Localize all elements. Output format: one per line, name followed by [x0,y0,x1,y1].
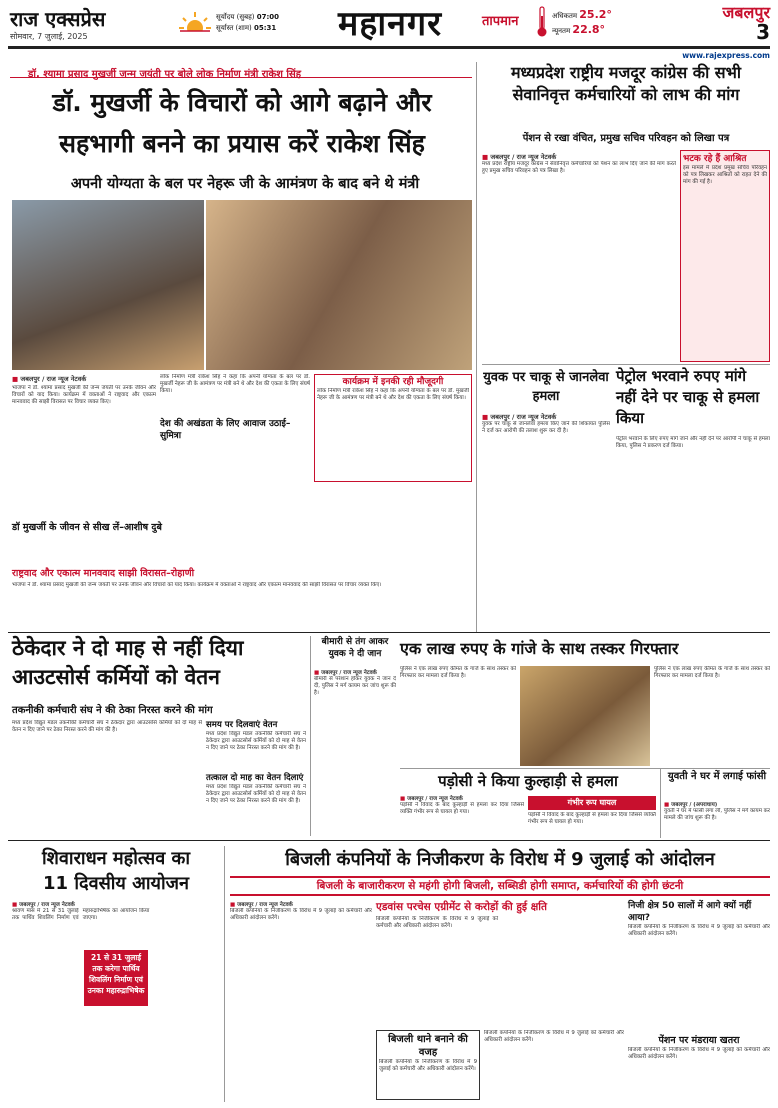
strike-body [230,900,372,1100]
section-title: महानगर [337,4,443,44]
lead-headline [12,82,472,166]
pension-threat-body: बिजली कंपनियों के निजीकरण के विरोध में 9 जुलाई को कर्मचारी और अधिकारी आंदोलन करेंगे। [628,1047,770,1061]
lead-headline-line2: सहभागी बनने का प्रयास करें राकेश सिंह [59,129,425,158]
strike-body-text: बिजली कंपनियों के निजीकरण के विरोध में 9 जुलाई को कर्मचारी और अधिकारी आंदोलन करेंगे। [230,908,372,922]
pension-headline: मध्यप्रदेश राष्ट्रीय मजदूर कांग्रेस की सभी सेवानिवृत्त कर्मचारियों को लाभ की मांग [510,63,742,104]
pension-subhead: पेंशन से रखा वंचित, प्रमुख सचिव परिवहन को लिखा पत्र [522,133,730,144]
contractor-side-2-body: मध्य प्रदेश विद्युत मंडल तकनीकी कर्मचारी संघ ने ठेकेदार द्वारा आउटसोर्स कर्मियों को दो माह से वेतन न दिए जाने पर ठेका निरस्त करने की मांग की है। [206,784,306,805]
lead-bottom-body: भाजपा ने डॉ. श्यामा प्रसाद मुखर्जी की जन्म जयंती पर उनके जीवन और विचारों को याद किया। कार्यक्रम में वक्ताओं ने राष्ट्रवाद और एकात्म मानववाद की साझी विरासत पर विचार व्यक्त किए। [12,582,382,588]
illness-headline: बीमारी से तंग आकर युवक ने दी जान [321,637,389,659]
lead-body-1: भाजपा ने डॉ. श्यामा प्रसाद मुखर्जी की जन्म जयंती पर उनके जीवन और विचारों को याद किया। कार्यक्रम में वक्ताओं ने राष्ट्रवाद और एकात्म मानववाद की साझी विरासत पर विचार व्यक्त किए। [12,385,156,406]
ganja-body-right-text: पुलिस ने एक लाख रुपए कीमत के गांजे के साथ तस्कर को गिरफ्तार कर मामला दर्ज किया है। [654,666,770,680]
divider [660,768,661,838]
lead-bottom-text [12,582,472,626]
pension-body [482,152,676,362]
suicide-headline: युवती ने घर में लगाई फांसी [667,771,767,782]
strike-lower-body [484,1030,624,1100]
lead-sub-2: देश की अखंडता के लिए आवाज उठाई–सुमित्रा [160,419,291,441]
edition-info [688,4,770,42]
divider [482,364,770,365]
shiv-callout: 21 से 31 जुलाई तक करेगा पार्थिव शिवलिंग निर्माण एवं उनका महारुद्राभिषेक [84,950,148,1006]
axe-body-text: पड़ोसी ने विवाद के बाद कुल्हाड़ी से हमला कर दिया जिससे व्यक्ति गंभीर रूप से घायल हो गया। [400,802,524,816]
petrol-headline: पेट्रोल भरवाने रुपए मांगे नहीं देने पर चाकू से हमला किया [616,367,760,427]
police-box-title: बिजली थाने बनाने की वजह [388,1034,468,1058]
sun-times [216,12,306,42]
knife-byline: ■ जबलपुर / राज न्यूज नेटवर्क [482,412,610,421]
sunrise-label: सूर्योदय (सुबह) [216,13,255,21]
attendees-box-body: लोक निर्माण मंत्री राकेश सिंह ने कहा कि अपनी योग्यता के बल पर डॉ. मुखर्जी नेहरू जी के आमंत्रण पर मंत्री बने थे और देश की एकता के लिए संघर्ष किया। [317,388,469,402]
contractor-headline [12,634,302,696]
illness-byline: ■ जबलपुर / राज न्यूज नेटवर्क [314,668,396,676]
lead-photo-speaker [12,200,204,370]
strike-right-column [628,900,770,1100]
page-number: 3 [756,20,770,44]
axe-body [400,794,524,836]
strike-lower-text: बिजली कंपनियों के निजीकरण के विरोध में 9 जुलाई को कर्मचारी और अधिकारी आंदोलन करेंगे। [484,1030,624,1044]
issue-date: सोमवार, 7 जुलाई, 2025 [10,32,88,41]
website-url: www.rajexpress.com [682,51,770,60]
knife-body-text: युवक पर चाकू से जानलेवा हमला किए जाने की शिकायत पुलिस ने दर्ज कर आरोपी की तलाश शुरू कर दी है। [482,421,610,435]
shiv-headline-line2: 11 दिवसीय आयोजन [43,873,189,894]
lead-byline: ■ जबलपुर / राज न्यूज नेटवर्क [12,374,156,383]
strike-mid-body [376,916,624,1028]
divider [400,768,770,769]
sunset-label: सूर्यास्त (शाम) [216,24,252,32]
axe-headline: पड़ोसी ने किया कुल्हाड़ी से हमला [438,772,618,790]
police-box [376,1030,480,1100]
contractor-body [12,720,202,838]
pension-body-text: मध्य प्रदेश राष्ट्रीय मजदूर कांग्रेस ने सेवानिवृत्त कर्मचारियों को पेंशन का लाभ दिए जाने की मांग करते हुए प्रमुख सचिव परिवहन को पत्र लिखा है। [482,161,676,175]
lead-sub-3: राष्ट्रवाद और एकात्म मानववाद साझी विरासत–रोहाणी [12,568,195,579]
dependents-box [680,150,770,362]
strike-right-body: बिजली कंपनियों के निजीकरण के विरोध में 9 जुलाई को कर्मचारी और अधिकारी आंदोलन करेंगे। [628,924,770,938]
max-temp-label: अधिकतम [552,12,578,20]
ganja-body [400,666,516,766]
dependents-box-title: भटक रहे हैं आश्रित [683,154,747,164]
section-rule [8,840,770,841]
lead-body-2: लोक निर्माण मंत्री राकेश सिंह ने कहा कि अपनी योग्यता के बल पर डॉ. मुखर्जी नेहरू जी के आमंत्रण पर मंत्री बने थे और देश की एकता के लिए संघर्ष किया। [160,374,310,395]
contractor-side-1: समय पर दिलवाएं वेतन [206,720,278,730]
ganja-body-right [654,666,770,766]
suicide-body [664,800,770,836]
axe-byline: ■ जबलपुर / राज न्यूज नेटवर्क [400,794,524,802]
strike-subhead: बिजली के बाजारीकरण से महंगी होगी बिजली, सब्सिडी होगी समाप्त, कर्मचारियों की होगी छंटनी [230,876,770,896]
temperature-label: तापमान [482,14,519,29]
sunrise-time: 07:00 [256,13,280,21]
max-temp-value: 25.2° [579,8,612,21]
divider [224,846,225,1102]
strike-right-title: निजी क्षेत्र 50 सालों में आगे क्यों नहीं आया? [628,901,752,923]
shiv-body-text: श्रावण मास में 21 से 31 जुलाई तक पार्थिव शिवलिंग निर्माण एवं महारुद्राभिषेक का आयोजन किया जाएगा। [12,908,150,922]
temperature-values [552,8,642,40]
lead-subhead: अपनी योग्यता के बल पर नेहरू जी के आमंत्रण के बाद बने थे मंत्री [70,176,420,192]
thermometer-icon [536,6,548,38]
min-temp-label: न्यूनतम [552,27,571,35]
axe-body-right [528,812,656,836]
contractor-side-1-body: मध्य प्रदेश विद्युत मंडल तकनीकी कर्मचारी संघ ने ठेकेदार द्वारा आउटसोर्स कर्मियों को दो माह से वेतन न दिए जाने पर ठेका निरस्त करने की मांग की है। [206,731,306,752]
knife-headline: युवक पर चाकू से जानलेवा हमला [483,370,609,404]
illness-body [314,668,396,836]
contractor-subhead: तकनीकी कर्मचारी संघ ने की ठेका निरस्त करने की मांग [12,705,213,716]
police-box-body: बिजली कंपनियों के निजीकरण के विरोध में 9 जुलाई को कर्मचारी और अधिकारी आंदोलन करेंगे। [379,1059,477,1073]
lead-kicker: डॉ. श्यामा प्रसाद मुखर्जी जन्म जयंती पर बोले लोक निर्माण मंत्री राकेश सिंह [28,69,302,80]
attendees-box-title: कार्यक्रम में इनकी रही मौजूदगी [342,377,444,387]
dependents-box-body: इस मामले में प्रदेश प्रमुख सचिव परिवहन को पत्र लिखकर आश्रितों को राहत देने की मांग की गई है। [683,165,767,186]
knife-body [482,412,610,628]
lead-sub-1: डॉ मुखर्जी के जीवन से सीख लें–आशीष दुबे [12,522,162,533]
shiv-headline-line1: शिवाराधन महोत्सव का [42,848,190,869]
contractor-headline-line2: आउटसोर्स कर्मियों को वेतन [12,665,220,689]
edition-city: जबलपुर [722,3,770,22]
strike-byline: ■ जबलपुर / राज न्यूज नेटवर्क [230,900,372,908]
strike-headline: बिजली कंपनियों के निजीकरण के विरोध में 9 जुलाई को आंदोलन [285,849,715,870]
shiv-headline [12,846,220,896]
sun-icon [178,10,212,38]
column-divider [476,62,477,632]
lead-headline-line1: डॉ. मुखर्जी के विचारों को आगे बढ़ाने और [52,88,432,117]
injury-box: गंभीर रूप घायल [528,796,656,810]
attendees-box [314,374,472,482]
pension-threat-title: पेंशन पर मंडराया खतरा [658,1035,740,1046]
contractor-headline-line1: ठेकेदार ने दो माह से नहीं दिया [12,636,244,660]
petrol-body [616,436,770,628]
sunset-time: 05:31 [254,24,277,32]
section-rule [8,632,770,633]
pension-byline: ■ जबलपुर / राज न्यूज नेटवर्क [482,152,676,161]
ganja-headline: एक लाख रुपए के गांजे के साथ तस्कर गिरफ्तार [400,639,679,658]
suicide-body-text: युवती ने घर में फांसी लगा ली, पुलिस ने मर्ग कायम कर मामले की जांच शुरू की है। [664,808,770,822]
contractor-side [206,720,306,838]
strike-mid-text: बिजली कंपनियों के निजीकरण के विरोध में 9 जुलाई को कर्मचारी और अधिकारी आंदोलन करेंगे। [376,916,498,930]
strike-mid-title: एडवांस परचेस एग्रीमेंट से करोड़ों की हुई क्षति [376,901,547,913]
masthead-rule [8,46,770,49]
brand-name: राज एक्सप्रेस [10,7,106,31]
axe-body-right-text: पड़ोसी ने विवाद के बाद कुल्हाड़ी से हमला कर दिया जिससे व्यक्ति गंभीर रूप से घायल हो गया। [528,812,656,826]
ganja-body-text: पुलिस ने एक लाख रुपए कीमत के गांजे के साथ तस्कर को गिरफ्तार कर मामला दर्ज किया है। [400,666,516,680]
lead-kicker-bar [10,62,472,78]
masthead-left [10,8,180,42]
contractor-side-2: तत्काल दो माह का वेतन दिलाएं [206,773,304,783]
ganja-photo [520,666,650,766]
suicide-byline: ■ जबलपुर / (अपराधाय) [664,800,770,808]
illness-body-text: बीमारी से परेशान होकर युवक ने जान दे दी, पुलिस ने मर्ग कायम कर जांच शुरू की है। [314,676,396,697]
min-temp-value: 22.8° [572,23,606,36]
contractor-body-text: मध्य प्रदेश विद्युत मंडल तकनीकी कर्मचारी संघ ने ठेकेदार द्वारा आउटसोर्स कर्मियों को दो माह से वेतन न दिए जाने पर ठेका निरस्त करने की मांग की है। [12,720,202,734]
divider [310,636,311,836]
petrol-body-text: पेट्रोल भरवाने के लिए रुपए मांगे जाने और नहीं देने पर आरोपी ने चाकू से हमला किया, पुलिस ने प्रकरण दर्ज किया। [616,436,770,450]
shiv-byline: ■ जबलपुर / राज न्यूज नेटवर्क [12,900,220,908]
lead-photo-event [206,200,472,370]
